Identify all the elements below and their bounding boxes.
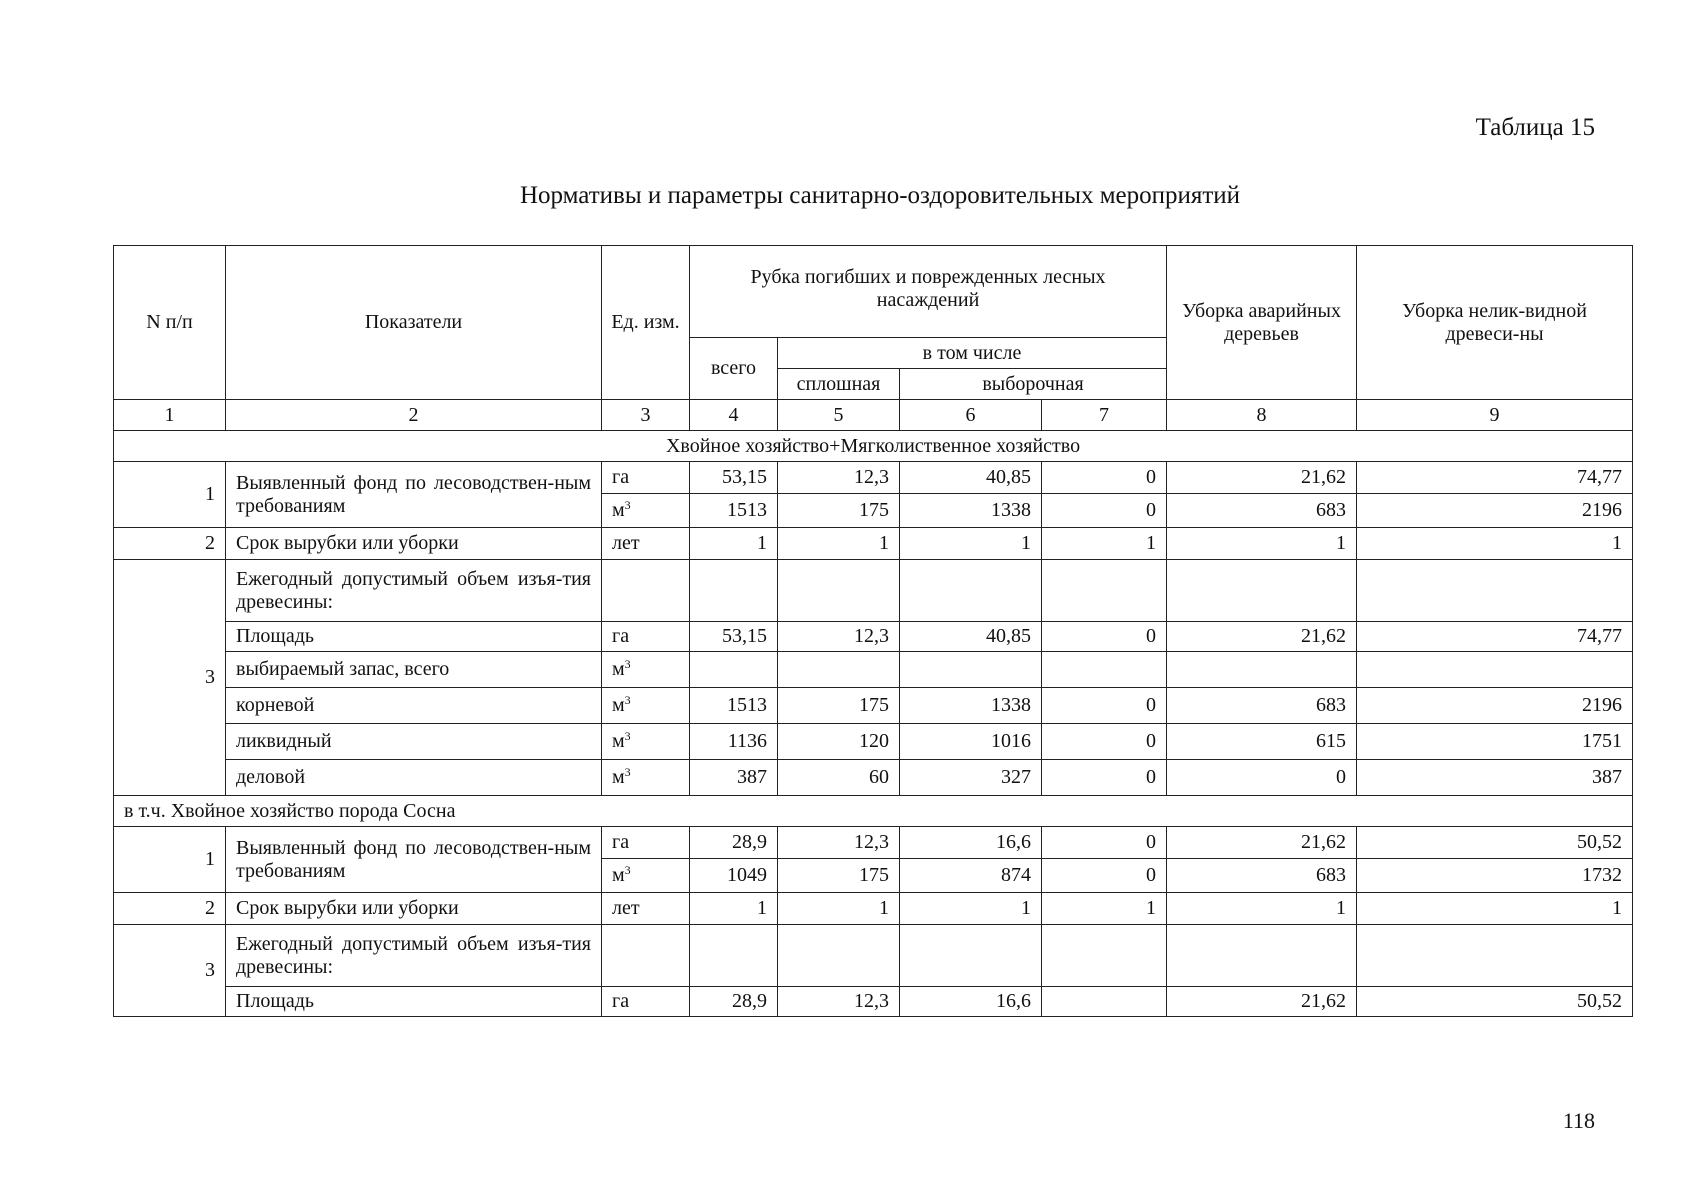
value-cell: 0: [1042, 760, 1167, 796]
value-cell: 1: [900, 528, 1042, 560]
value-cell: 28,9: [690, 987, 778, 1017]
value-cell: 1: [1357, 528, 1633, 560]
value-cell: 683: [1167, 859, 1357, 893]
table-label: Таблица 15: [1475, 114, 1595, 141]
row-number: 3: [114, 925, 226, 1017]
unit-cell: га: [602, 462, 690, 494]
value-cell: 60: [778, 760, 900, 796]
value-cell: 1: [1042, 528, 1167, 560]
unit-cell: $м^3$: [602, 688, 690, 724]
row-label: Ежегодный допустимый объем изъя-тия древесины:: [226, 925, 602, 987]
value-cell: 40,85: [900, 622, 1042, 652]
table-row: [114, 987, 1633, 1017]
row-label: Выявленный фонд по лесоводствен-ным требованиям: [226, 462, 602, 528]
table-row: [114, 893, 1633, 925]
section-row: [114, 796, 1633, 827]
table-row: [114, 528, 1633, 560]
col-number: 6: [900, 400, 1042, 431]
unit-cell: $м^3$: [602, 760, 690, 796]
value-cell: 74,77: [1357, 622, 1633, 652]
value-cell: 28,9: [690, 827, 778, 859]
col-number: 4: [690, 400, 778, 431]
value-cell: 387: [690, 760, 778, 796]
value-cell: 1751: [1357, 724, 1633, 760]
value-cell: 2196: [1357, 494, 1633, 528]
row-label: корневой: [226, 688, 602, 724]
value-cell: 21,62: [1167, 827, 1357, 859]
value-cell: [1167, 652, 1357, 688]
value-cell: 1: [690, 893, 778, 925]
value-cell: 120: [778, 724, 900, 760]
value-cell: 53,15: [690, 462, 778, 494]
value-cell: 1136: [690, 724, 778, 760]
col-number: 1: [114, 400, 226, 431]
value-cell: 1513: [690, 688, 778, 724]
header-unit: Ед. изм.: [602, 246, 690, 400]
value-cell: 1: [900, 893, 1042, 925]
value-cell: 0: [1042, 688, 1167, 724]
value-cell: 12,3: [778, 987, 900, 1017]
value-cell: 683: [1167, 688, 1357, 724]
value-cell: 387: [1357, 760, 1633, 796]
value-cell: 2196: [1357, 688, 1633, 724]
empty-cell: [778, 560, 900, 622]
table-row: [114, 827, 1633, 859]
row-number: 1: [114, 462, 226, 528]
value-cell: 1: [1167, 893, 1357, 925]
header-selective: выборочная: [900, 369, 1167, 400]
header-felling: Рубка погибших и поврежденных лесных насаждений: [690, 246, 1167, 338]
value-cell: 0: [1042, 494, 1167, 528]
value-cell: 874: [900, 859, 1042, 893]
table-row: [114, 688, 1633, 724]
value-cell: 1732: [1357, 859, 1633, 893]
row-number: 3: [114, 560, 226, 796]
row-label: деловой: [226, 760, 602, 796]
unit-cell: га: [602, 622, 690, 652]
table-header: [114, 246, 1633, 431]
value-cell: 0: [1042, 827, 1167, 859]
header-felling-total: всего: [690, 338, 778, 400]
value-cell: 175: [778, 859, 900, 893]
unit-cell: лет: [602, 893, 690, 925]
value-cell: 40,85: [900, 462, 1042, 494]
row-number: 1: [114, 827, 226, 893]
value-cell: 615: [1167, 724, 1357, 760]
row-label: Площадь: [226, 987, 602, 1017]
col-number: 8: [1167, 400, 1357, 431]
empty-cell: [1357, 560, 1633, 622]
document-title: Нормативы и параметры санитарно-оздоровительных мероприятий: [519, 182, 1241, 209]
header-num: N п/п: [114, 246, 226, 400]
value-cell: 1: [690, 528, 778, 560]
value-cell: 16,6: [900, 827, 1042, 859]
value-cell: 50,52: [1357, 827, 1633, 859]
empty-cell: [1167, 925, 1357, 987]
empty-cell: [900, 925, 1042, 987]
section-title: Хвойное хозяйство+Мягколиственное хозяйство: [114, 431, 1633, 462]
empty-cell: [1357, 925, 1633, 987]
row-number: 2: [114, 893, 226, 925]
table-body: [114, 431, 1633, 1017]
unit-cell: $м^3$: [602, 494, 690, 528]
col-number: 5: [778, 400, 900, 431]
value-cell: 53,15: [690, 622, 778, 652]
value-cell: 16,6: [900, 987, 1042, 1017]
value-cell: 1049: [690, 859, 778, 893]
row-label: Площадь: [226, 622, 602, 652]
col-number: 9: [1357, 400, 1633, 431]
unit-superscript: 3: [624, 863, 631, 877]
unit-superscript: 3: [624, 765, 631, 779]
value-cell: 0: [1042, 859, 1167, 893]
value-cell: 50,52: [1357, 987, 1633, 1017]
section-row: [114, 431, 1633, 462]
value-cell: 1338: [900, 494, 1042, 528]
header-including: в том числе: [778, 338, 1167, 369]
unit-superscript: 3: [624, 693, 631, 707]
value-cell: 327: [900, 760, 1042, 796]
norms-table: [113, 245, 1633, 1017]
column-numbers-row: [114, 400, 1633, 431]
empty-cell: [690, 560, 778, 622]
row-number: 2: [114, 528, 226, 560]
value-cell: 1: [778, 528, 900, 560]
empty-cell: [1167, 560, 1357, 622]
empty-cell: [690, 925, 778, 987]
unit-cell: га: [602, 987, 690, 1017]
table-row: [114, 652, 1633, 688]
value-cell: 1: [1167, 528, 1357, 560]
value-cell: [1357, 652, 1633, 688]
value-cell: 1338: [900, 688, 1042, 724]
unit-cell: $м^3$: [602, 724, 690, 760]
empty-cell: [1042, 925, 1167, 987]
empty-cell: [602, 925, 690, 987]
header-emergency: Уборка аварийных деревьев: [1167, 246, 1357, 400]
value-cell: 0: [1042, 462, 1167, 494]
value-cell: [1042, 652, 1167, 688]
row-label: Срок вырубки или уборки: [226, 528, 602, 560]
col-number: 2: [226, 400, 602, 431]
table-row: [114, 925, 1633, 987]
row-label: Срок вырубки или уборки: [226, 893, 602, 925]
unit-cell: га: [602, 827, 690, 859]
empty-cell: [900, 560, 1042, 622]
value-cell: 21,62: [1167, 987, 1357, 1017]
value-cell: [900, 652, 1042, 688]
value-cell: 21,62: [1167, 462, 1357, 494]
table-row: [114, 622, 1633, 652]
value-cell: 74,77: [1357, 462, 1633, 494]
table-row: [114, 560, 1633, 622]
unit-superscript: 3: [624, 657, 631, 671]
col-number: 3: [602, 400, 690, 431]
row-label: Выявленный фонд по лесоводствен-ным требованиям: [226, 827, 602, 893]
table-row: [114, 724, 1633, 760]
value-cell: 1513: [690, 494, 778, 528]
value-cell: [690, 652, 778, 688]
value-cell: 12,3: [778, 622, 900, 652]
value-cell: 683: [1167, 494, 1357, 528]
unit-cell: $м^3$: [602, 859, 690, 893]
table-row: [114, 462, 1633, 494]
value-cell: 1016: [900, 724, 1042, 760]
unit-superscript: 3: [624, 729, 631, 743]
value-cell: 0: [1167, 760, 1357, 796]
value-cell: 12,3: [778, 462, 900, 494]
unit-superscript: 3: [624, 498, 631, 512]
header-indicator: Показатели: [226, 246, 602, 400]
value-cell: [778, 652, 900, 688]
empty-cell: [602, 560, 690, 622]
value-cell: 1: [1042, 893, 1167, 925]
value-cell: 175: [778, 494, 900, 528]
row-label: ликвидный: [226, 724, 602, 760]
empty-cell: [1042, 560, 1167, 622]
section-title: в т.ч. Хвойное хозяйство порода Сосна: [114, 796, 1633, 827]
col-number: 7: [1042, 400, 1167, 431]
empty-cell: [778, 925, 900, 987]
value-cell: 0: [1042, 724, 1167, 760]
table-row: [114, 760, 1633, 796]
value-cell: 175: [778, 688, 900, 724]
row-label: Ежегодный допустимый объем изъя-тия древесины:: [226, 560, 602, 622]
row-label: выбираемый запас, всего: [226, 652, 602, 688]
page-number: 118: [1562, 1108, 1595, 1133]
value-cell: 12,3: [778, 827, 900, 859]
unit-cell: $м^3$: [602, 652, 690, 688]
value-cell: [1042, 987, 1167, 1017]
value-cell: 1: [778, 893, 900, 925]
value-cell: 21,62: [1167, 622, 1357, 652]
unit-cell: лет: [602, 528, 690, 560]
value-cell: 0: [1042, 622, 1167, 652]
header-nonmerch: Уборка нелик-видной древеси-ны: [1357, 246, 1633, 400]
header-clear: сплошная: [778, 369, 900, 400]
value-cell: 1: [1357, 893, 1633, 925]
